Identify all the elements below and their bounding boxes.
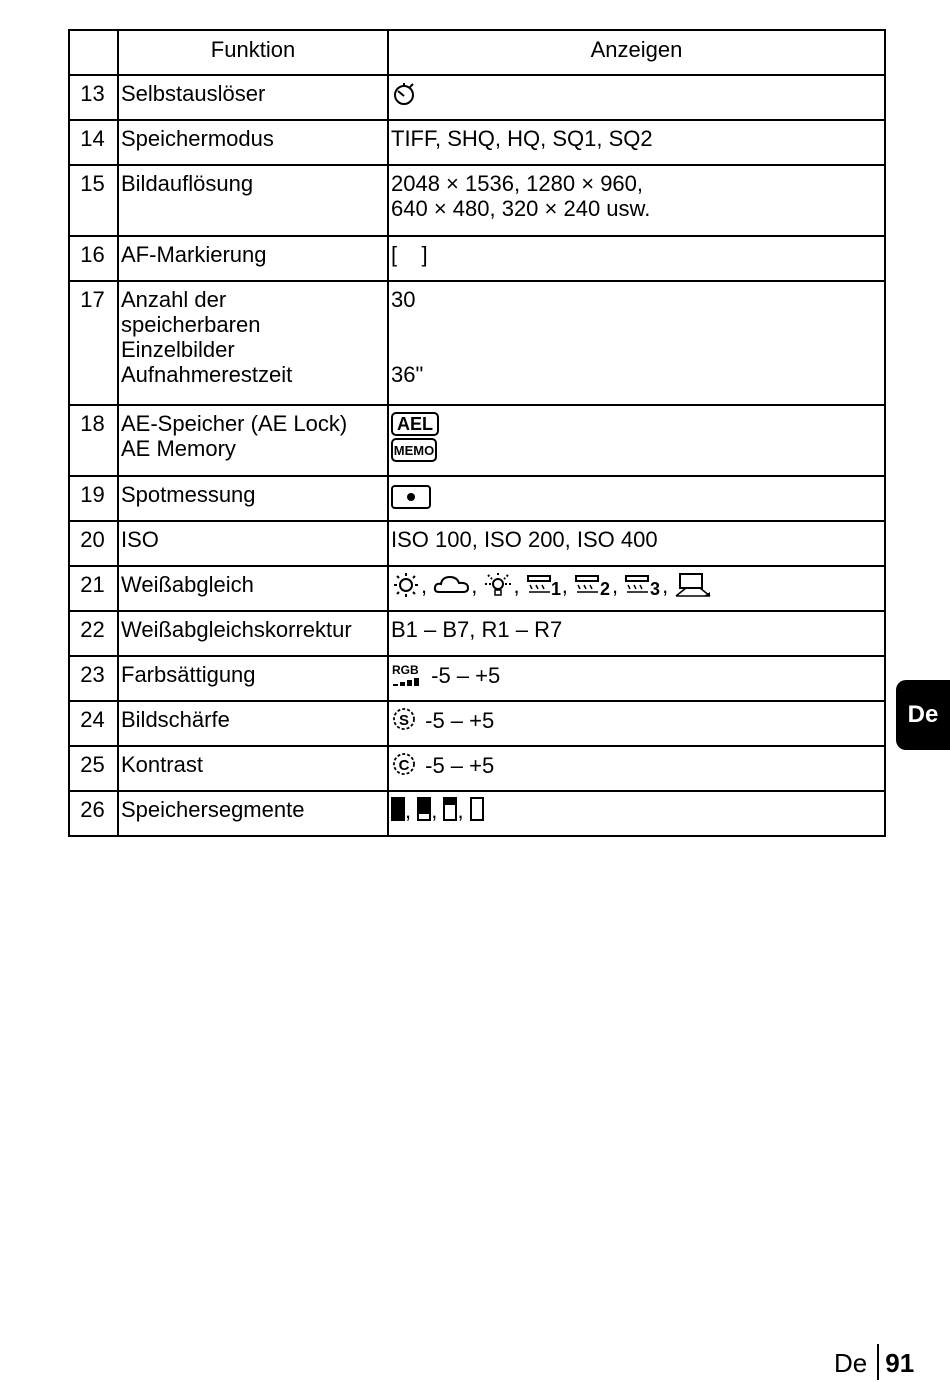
display-cell: [388, 521, 885, 566]
table-row: [69, 566, 885, 611]
page-footer: [834, 1344, 914, 1380]
function-cell: [118, 281, 388, 405]
row-number: 15: [69, 165, 118, 236]
fluorescent-3-icon: [624, 572, 662, 598]
function-cell: [118, 75, 388, 120]
contrast-icon: [391, 752, 419, 778]
display-cell: [388, 120, 885, 165]
memory-empty-icon: [470, 797, 484, 821]
row-number: 21: [69, 566, 118, 611]
row-number: 23: [69, 656, 118, 701]
display-cell: [388, 236, 885, 281]
sun-icon: [391, 572, 421, 598]
function-line: Weißabgleichskorrektur: [121, 617, 352, 642]
function-line: Farbsättigung: [121, 662, 256, 687]
table-header-row: [69, 30, 885, 75]
table-row: [69, 281, 885, 405]
display-line: 640 × 480, 320 × 240 usw.: [391, 196, 651, 221]
function-cell: [118, 165, 388, 236]
table-row: [69, 405, 885, 476]
function-table: [68, 29, 886, 837]
tungsten-icon: [483, 572, 513, 598]
header-function: Funktion: [118, 30, 388, 75]
fluorescent-1-icon: [526, 572, 562, 598]
page-number: 91: [885, 1348, 915, 1378]
row-number: 17: [69, 281, 118, 405]
function-cell: [118, 521, 388, 566]
function-line: Anzahl der: [121, 287, 227, 312]
display-cell: [388, 405, 885, 476]
table-row: [69, 236, 885, 281]
display-line: B1 – B7, R1 – R7: [391, 617, 563, 642]
function-line: Bildschärfe: [121, 707, 230, 732]
memo-icon: [391, 438, 437, 462]
function-line: Bildauflösung: [121, 171, 254, 196]
display-line: ISO 100, ISO 200, ISO 400: [391, 527, 658, 552]
function-cell: [118, 476, 388, 521]
display-cell: [388, 476, 885, 521]
self-timer-icon: [391, 81, 417, 107]
row-number: 25: [69, 746, 118, 791]
function-line: Weißabgleich: [121, 572, 254, 597]
row-number: 13: [69, 75, 118, 120]
function-cell: [118, 746, 388, 791]
memory-full-icon: [391, 797, 405, 821]
fluorescent-number: 1: [550, 579, 561, 598]
function-cell: [118, 405, 388, 476]
table-row: [69, 611, 885, 656]
function-cell: [118, 791, 388, 836]
row-number: 19: [69, 476, 118, 521]
saturation-range: -5 – +5: [431, 663, 501, 688]
saturation-icon-label: RGB: [392, 663, 419, 677]
function-line: AF-Markierung: [121, 242, 267, 267]
display-cell: [388, 701, 885, 746]
one-touch-wb-icon: [674, 572, 712, 598]
function-cell: [118, 236, 388, 281]
table-row: [69, 521, 885, 566]
function-cell: [118, 566, 388, 611]
ael-icon: [391, 412, 439, 436]
row-number: 20: [69, 521, 118, 566]
table-row: [69, 746, 885, 791]
function-cell: [118, 656, 388, 701]
function-line: Selbstauslöser: [121, 81, 266, 106]
af-mark-brackets: [ ]: [391, 242, 428, 267]
spot-metering-icon: [391, 485, 431, 509]
sharpness-icon-label: S: [398, 712, 410, 729]
footer-separator: [877, 1344, 879, 1380]
display-line: 30: [391, 287, 416, 312]
row-number: 26: [69, 791, 118, 836]
sharpness-range: -5 – +5: [425, 708, 495, 733]
display-cell: [388, 165, 885, 236]
memory-low-icon: [443, 797, 457, 821]
display-line: 2048 × 1536, 1280 × 960,: [391, 171, 644, 196]
row-number: 14: [69, 120, 118, 165]
function-line: Einzelbilder: [121, 337, 235, 362]
display-line: 36": [391, 362, 424, 387]
sharpness-icon: [391, 707, 419, 733]
row-number: 22: [69, 611, 118, 656]
function-cell: [118, 120, 388, 165]
contrast-icon-label: C: [398, 757, 410, 774]
row-number: 24: [69, 701, 118, 746]
row-number: 18: [69, 405, 118, 476]
table-row: [69, 476, 885, 521]
function-line: ISO: [121, 527, 159, 552]
fluorescent-2-icon: [574, 572, 612, 598]
function-line: Aufnahmerestzeit: [121, 362, 293, 387]
cloud-icon: [433, 572, 471, 598]
fluorescent-number: 2: [599, 579, 610, 598]
display-cell: [388, 75, 885, 120]
display-cell: , , , 1 , 2 , 3 ,: [388, 566, 885, 611]
function-line: Spotmessung: [121, 482, 256, 507]
table-row: [69, 656, 885, 701]
row-number: 16: [69, 236, 118, 281]
display-line: TIFF, SHQ, HQ, SQ1, SQ2: [391, 126, 653, 151]
footer-language: De: [834, 1348, 868, 1378]
function-cell: [118, 701, 388, 746]
function-line: AE Memory: [121, 436, 236, 461]
display-cell: [388, 281, 885, 405]
saturation-icon: [391, 662, 425, 688]
table-row: [69, 701, 885, 746]
contrast-range: -5 – +5: [425, 753, 495, 778]
display-cell: , , ,: [388, 791, 885, 836]
header-display: Anzeigen: [388, 30, 885, 75]
function-line: AE-Speicher (AE Lock): [121, 411, 348, 436]
display-cell: [388, 611, 885, 656]
function-line: Kontrast: [121, 752, 203, 777]
table-row: [69, 791, 885, 836]
fluorescent-number: 3: [650, 579, 661, 598]
function-line: Speichermodus: [121, 126, 274, 151]
function-cell: [118, 611, 388, 656]
memo-label: MEMO: [393, 443, 435, 458]
function-line: Speichersegmente: [121, 797, 305, 822]
display-cell: [388, 746, 885, 791]
language-tab: De: [896, 680, 950, 750]
table-row: [69, 120, 885, 165]
header-number: [69, 30, 118, 75]
memory-high-icon: [417, 797, 431, 821]
function-line: speicherbaren: [121, 312, 261, 337]
display-cell: [388, 656, 885, 701]
ael-label: AEL: [397, 414, 433, 434]
table-row: [69, 75, 885, 120]
table-row: [69, 165, 885, 236]
